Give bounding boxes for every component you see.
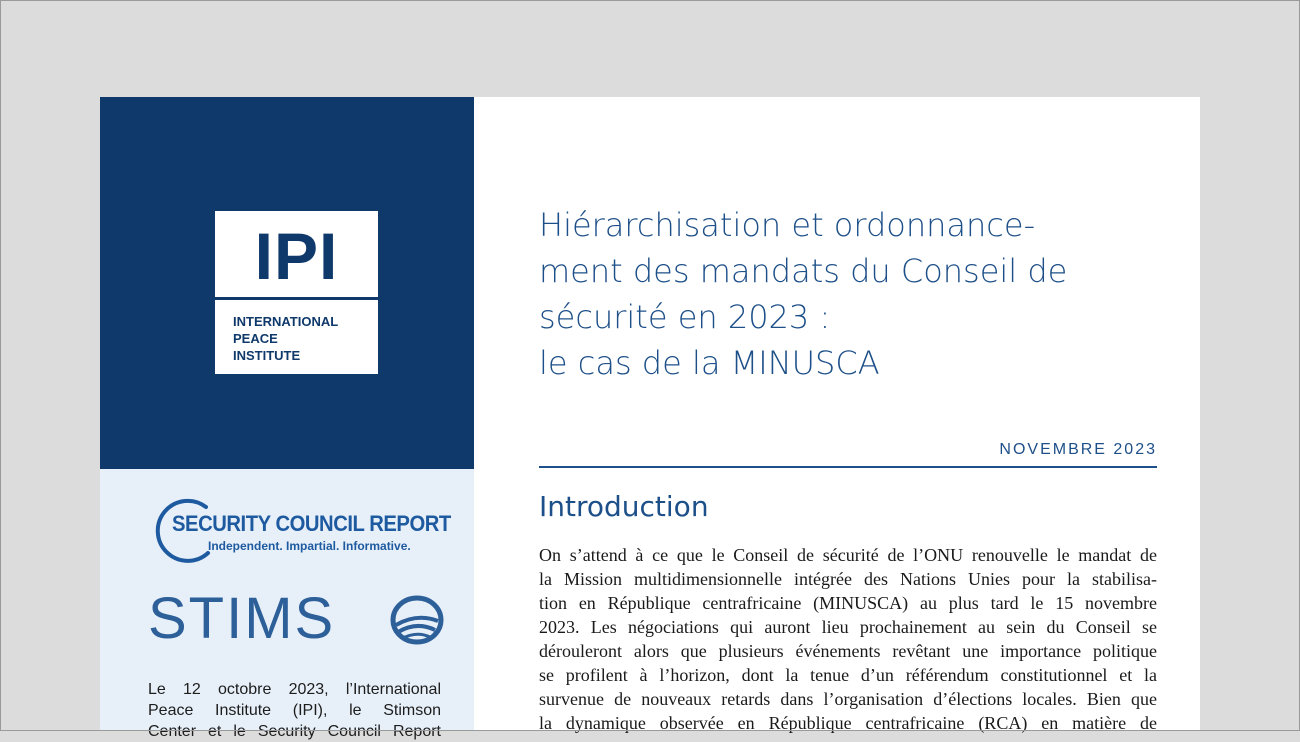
body-line: 2023. Les négociations qui auront lieu prochainement au sein du Conseil se [539, 617, 1157, 637]
scr-logo-tagline: Independent. Impartial. Informative. [208, 539, 411, 553]
stimson-logo-text: STIMS [148, 586, 336, 651]
sidebar-text-line: Center et le Security Council Report [148, 723, 441, 740]
ipi-logo [215, 211, 378, 374]
title-line: ment des mandats du Conseil de [539, 252, 1068, 290]
sidebar-intro-text [148, 679, 441, 742]
title-line: le cas de la MINUSCA [539, 344, 880, 382]
sidebar-partners-panel [100, 469, 474, 740]
body-line: survenue de nouveaux retards dans l’organisation d’élections locales. Bien que [539, 689, 1157, 709]
body-line: la Mission multidimensionnelle intégrée des Nations Unies pour la stabilisa- [539, 569, 1157, 589]
body-line: se profilent à l’horizon, dont la tenue d’un référendum constitutionnel et la [539, 665, 1157, 685]
sidebar-header-panel [100, 97, 474, 469]
ipi-logo-mark: IPI [254, 219, 339, 293]
title-line: sécurité en 2023 : [539, 298, 831, 336]
body-line: On s’attend à ce que le Conseil de sécurité de l’ONU renouvelle le mandat de [539, 545, 1157, 565]
body-line: la dynamique observée en République centrafricaine (RCA) en matière de [539, 713, 1157, 733]
main-column [474, 97, 1200, 731]
report-title [539, 202, 1159, 386]
ipi-name-line: PEACE [233, 331, 278, 346]
sidebar-text-line: Peace Institute (IPI), le Stimson [148, 702, 441, 719]
ipi-logo-name [233, 313, 338, 364]
body-line: tion en République centrafricaine (MINUSCA) au plus tard le 15 novembre [539, 593, 1157, 613]
title-line: Hiérarchisation et ordonnance- [539, 206, 1036, 244]
body-paragraph [539, 543, 1157, 735]
security-council-report-logo [146, 495, 451, 565]
body-line: dérouleront alors que plusieurs événements revêtant une importance politique [539, 641, 1157, 661]
stimson-logo [148, 586, 448, 651]
document-page [100, 97, 1200, 740]
ipi-name-line: INTERNATIONAL [233, 314, 339, 329]
sidebar-text-line: Le 12 octobre 2023, l’International [148, 681, 441, 698]
ipi-name-line: INSTITUTE [233, 348, 301, 363]
header-divider [539, 466, 1157, 468]
stimson-globe-icon [390, 595, 444, 645]
ipi-logo-divider [215, 297, 378, 300]
report-date: NOVEMBRE 2023 [999, 441, 1157, 458]
scr-logo-title: SECURITY COUNCIL REPORT [172, 511, 451, 536]
section-heading: Introduction [539, 490, 709, 523]
